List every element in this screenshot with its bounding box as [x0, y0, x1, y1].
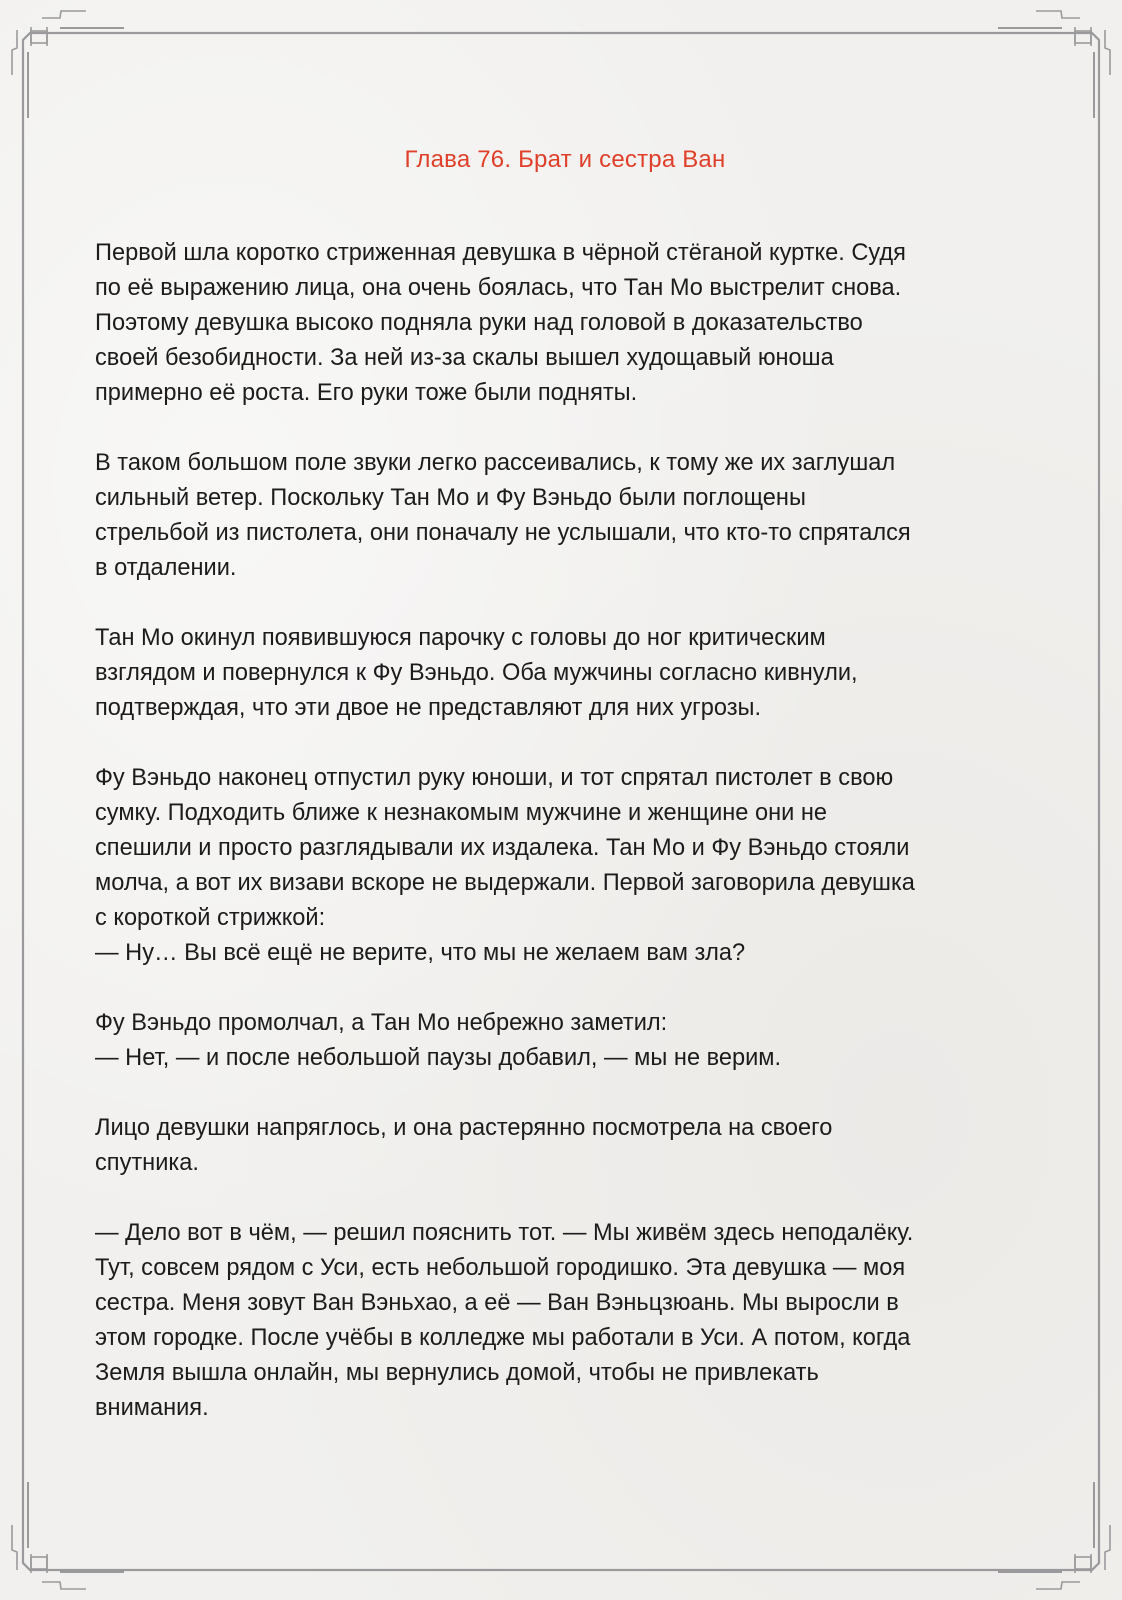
paragraph — [95, 1006, 1035, 1076]
dialogue-line: — Нет, — и после небольшой паузы добавил, — мы не верим. — [95, 1045, 782, 1071]
text-line: молча, а вот их визави вскоре не выдержали. Первой заговорила девушка — [95, 870, 915, 896]
text-line: Фу Вэньдо промолчал, а Тан Мо небрежно заметил: — [95, 1010, 668, 1036]
text-line: сумку. Подходить ближе к незнакомым мужчине и женщине они не — [95, 800, 827, 826]
chapter-title: Глава 76. Брат и сестра Ван — [404, 146, 726, 173]
text-line: внимания. — [95, 1395, 209, 1421]
text-line: В таком большом поле звуки легко рассеивались, к тому же их заглушал — [95, 450, 896, 476]
text-line: взглядом и повернулся к Фу Вэньдо. Оба мужчины согласно кивнули, — [95, 660, 858, 686]
text-line: сестра. Меня зовут Ван Вэньхао, а её — Ван Вэньцзюань. Мы выросли в — [95, 1290, 899, 1316]
paragraph — [95, 446, 1035, 586]
text-line: Земля вышла онлайн, мы вернулись домой, чтобы не привлекать — [95, 1360, 819, 1386]
text-line: Первой шла коротко стриженная девушка в чёрной стёганой куртке. Судя — [95, 240, 906, 266]
text-line: подтверждая, что эти двое не представляют для них угрозы. — [95, 695, 762, 721]
text-line: с короткой стрижкой: — [95, 905, 326, 931]
paragraph — [95, 236, 1035, 411]
paragraph — [95, 1216, 1035, 1426]
paragraph — [95, 761, 1035, 971]
text-line: своей безобидности. За ней из-за скалы вышел худощавый юноша — [95, 345, 834, 371]
text-line: спутника. — [95, 1150, 199, 1176]
text-line: Тан Мо окинул появившуюся парочку с головы до ног критическим — [95, 625, 826, 651]
text-line: в отдалении. — [95, 555, 237, 581]
chapter-body — [95, 236, 1035, 1461]
paragraph — [95, 1111, 1035, 1181]
dialogue-line: — Ну… Вы всё ещё не верите, что мы не желаем вам зла? — [95, 940, 746, 966]
text-line: Лицо девушки напряглось, и она растерянно посмотрела на своего — [95, 1115, 833, 1141]
text-line: по её выражению лица, она очень боялась, что Тан Мо выстрелит снова. — [95, 275, 902, 301]
text-line: сильный ветер. Поскольку Тан Мо и Фу Вэньдо были поглощены — [95, 485, 806, 511]
dialogue-line: — Дело вот в чём, — решил пояснить тот. — Мы живём здесь неподалёку. — [95, 1220, 914, 1246]
paragraph — [95, 621, 1035, 726]
text-line: примерно её роста. Его руки тоже были подняты. — [95, 380, 638, 406]
text-line: этом городке. После учёбы в колледже мы работали в Уси. А потом, когда — [95, 1325, 911, 1351]
text-line: Поэтому девушка высоко подняла руки над головой в доказательство — [95, 310, 863, 336]
text-line: стрельбой из пистолета, они поначалу не услышали, что кто-то спрятался — [95, 520, 911, 546]
text-line: спешили и просто разглядывали их издалека. Тан Мо и Фу Вэньдо стояли — [95, 835, 910, 861]
text-line: Фу Вэньдо наконец отпустил руку юноши, и тот спрятал пистолет в свою — [95, 765, 894, 791]
text-line: Тут, совсем рядом с Уси, есть небольшой городишко. Эта девушка — моя — [95, 1255, 906, 1281]
